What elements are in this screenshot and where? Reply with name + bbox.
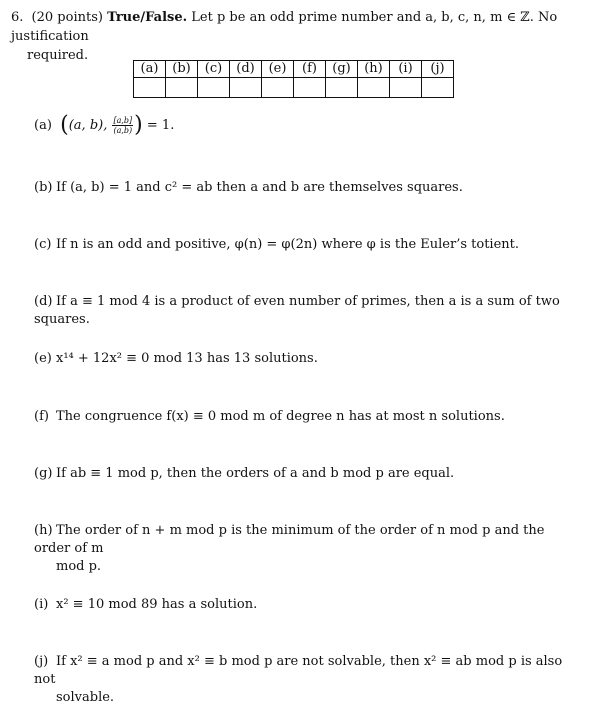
question-c-text: If n is an odd and positive, φ(n) = φ(2n) where φ is the Euler’s totient. — [56, 237, 520, 252]
answer-cell-j[interactable] — [422, 78, 454, 98]
question-j-text-continued: solvable. — [56, 690, 115, 705]
question-h-text: The order of n + m mod p is the minimum of the order of n mod p and the order of m — [34, 523, 545, 556]
answer-cell-i[interactable] — [390, 78, 422, 98]
question-b-text: If (a, b) = 1 and c² = ab then a and b are themselves squares. — [56, 180, 463, 195]
question-f — [34, 408, 574, 426]
fraction-denominator: (a,b) — [113, 126, 133, 135]
question-j — [34, 653, 574, 707]
question-h-text-continued: mod p. — [56, 559, 102, 574]
problem-points: (20 points) — [31, 10, 103, 25]
answer-header-g: (g) — [326, 61, 358, 78]
answer-header-b: (b) — [166, 61, 198, 78]
answer-cell-d[interactable] — [230, 78, 262, 98]
question-a — [34, 112, 574, 138]
question-f-label: (f) — [34, 409, 49, 424]
problem-title: True/False. — [107, 10, 188, 25]
question-a-fraction — [112, 116, 133, 135]
question-d-text: If a ≡ 1 mod 4 is a product of even number of primes, then a is a sum of two squares. — [34, 294, 560, 327]
answer-header-c: (c) — [198, 61, 230, 78]
question-h — [34, 522, 574, 576]
question-d — [34, 293, 574, 329]
problem-number: 6. — [11, 10, 24, 25]
answer-header-j: (j) — [422, 61, 454, 78]
question-e-label: (e) — [34, 351, 52, 366]
open-paren: ( — [60, 112, 69, 138]
close-paren: ) — [134, 112, 143, 138]
question-j-label: (j) — [34, 654, 49, 669]
question-f-text: The congruence f(x) ≡ 0 mod m of degree n has at most n solutions. — [56, 409, 505, 424]
question-e — [34, 350, 574, 368]
question-j-text: If x² ≡ a mod p and x² ≡ b mod p are not solvable, then x² ≡ ab mod p is also not — [34, 654, 563, 687]
answer-table — [133, 60, 454, 98]
question-b-label: (b) — [34, 180, 53, 195]
question-i-label: (i) — [34, 597, 49, 612]
answer-header-i: (i) — [390, 61, 422, 78]
question-a-post: = 1. — [142, 118, 175, 133]
answer-cell-g[interactable] — [326, 78, 358, 98]
question-h-label: (h) — [34, 523, 53, 538]
question-a-pre: (a, b), — [68, 118, 112, 133]
answer-cell-c[interactable] — [198, 78, 230, 98]
question-c — [34, 236, 574, 254]
answer-table-blank-row — [134, 78, 454, 98]
answer-header-h: (h) — [358, 61, 390, 78]
question-g-text: If ab ≡ 1 mod p, then the orders of a and b mod p are equal. — [56, 466, 455, 481]
answer-cell-f[interactable] — [294, 78, 326, 98]
problem-intro — [11, 8, 596, 65]
answer-header-e: (e) — [262, 61, 294, 78]
answer-header-d: (d) — [230, 61, 262, 78]
fraction-numerator: [a,b] — [113, 116, 133, 125]
question-d-label: (d) — [34, 294, 53, 309]
question-i-text: x² ≡ 10 mod 89 has a solution. — [56, 597, 258, 612]
question-i — [34, 596, 574, 614]
answer-table-header-row — [134, 61, 454, 78]
answer-header-a: (a) — [134, 61, 166, 78]
question-g — [34, 465, 574, 483]
answer-cell-h[interactable] — [358, 78, 390, 98]
question-b — [34, 179, 574, 197]
question-e-text: x¹⁴ + 12x² ≡ 0 mod 13 has 13 solutions. — [56, 351, 318, 366]
question-a-label: (a) — [34, 118, 52, 133]
problem-statement: Let p be an odd prime number and a, b, c, n, m ∈ ℤ. No justification — [11, 10, 558, 44]
problem-statement-continued: required. — [27, 48, 89, 63]
question-g-label: (g) — [34, 466, 53, 481]
answer-header-f: (f) — [294, 61, 326, 78]
answer-cell-e[interactable] — [262, 78, 294, 98]
question-c-label: (c) — [34, 237, 52, 252]
answer-cell-a[interactable] — [134, 78, 166, 98]
answer-cell-b[interactable] — [166, 78, 198, 98]
